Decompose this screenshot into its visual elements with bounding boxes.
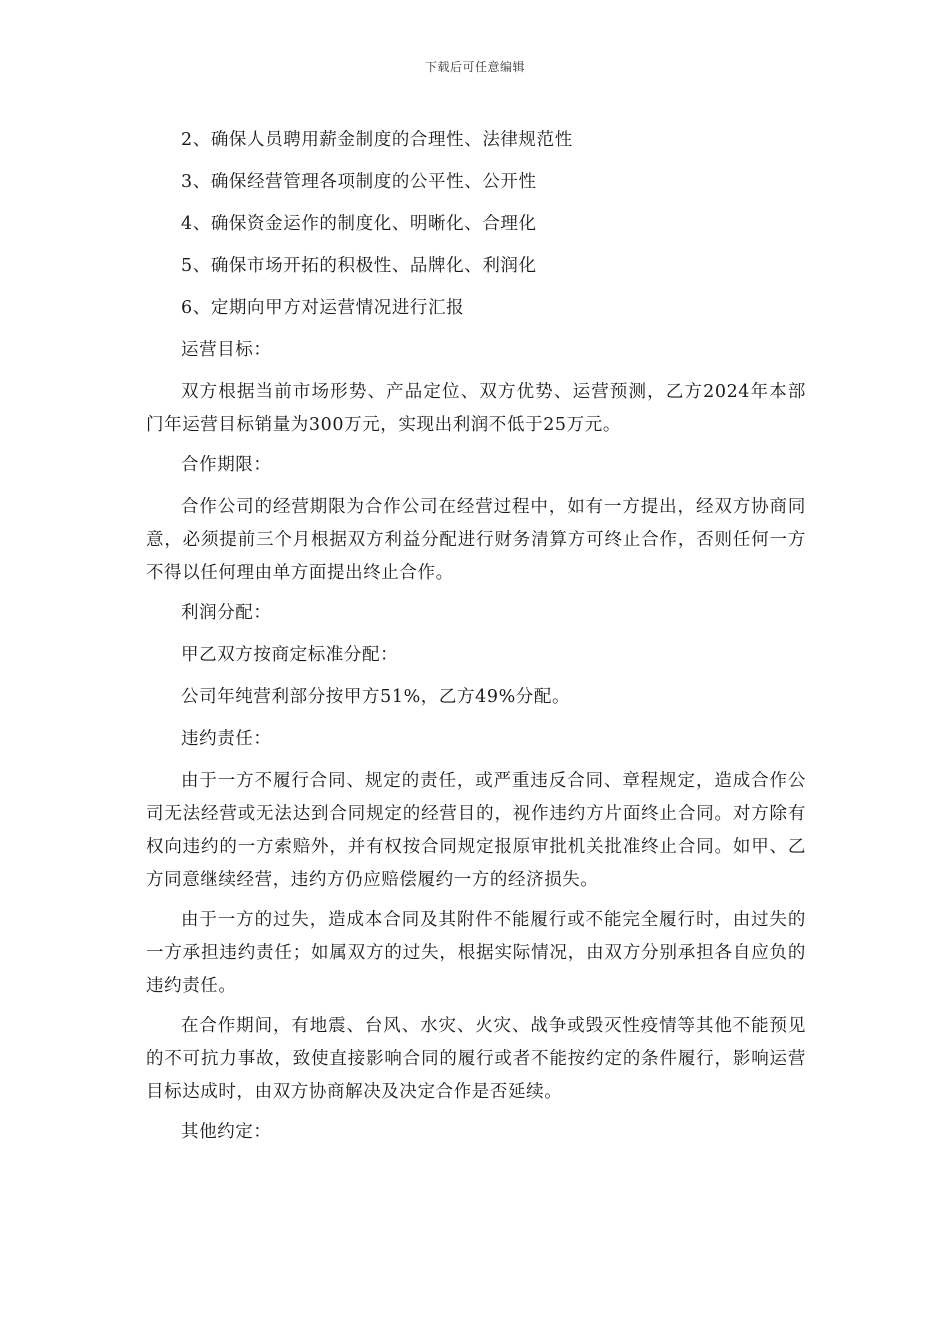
list-item: 5、确保市场开拓的积极性、品牌化、利润化 (181, 256, 537, 276)
breach-paragraph-3: 在合作期间，有地震、台风、水灾、火灾、战争或毁灭性疫情等其他不能预见的不可抗力事故，致使直接影响合同的履行或者不能按约定的条件履行，影响运营目标达成时，由双方协商解决及决定合作是否延续。 (146, 1016, 806, 1102)
list-item: 2、确保人员聘用薪金制度的合理性、法律规范性 (181, 130, 573, 150)
section-heading-term: 合作期限： (181, 455, 272, 475)
profit-paragraph-ratio: 公司年纯营利部分按甲方51%，乙方49%分配。 (181, 687, 571, 707)
page-header-note: 下载后可任意编辑 (424, 60, 525, 74)
list-item: 3、确保经营管理各项制度的公平性、公开性 (181, 172, 537, 192)
breach-paragraph-2: 由于一方的过失，造成本合同及其附件不能履行或不能完全履行时，由过失的一方承担违约责任；如属双方的过失，根据实际情况，由双方分别承担各自应负的违约责任。 (146, 910, 806, 996)
section-heading-profit: 利润分配： (181, 603, 272, 623)
breach-paragraph-1: 由于一方不履行合同、规定的责任，或严重违反合同、章程规定，造成合作公司无法经营或无法达到合同规定的经营目的，视作违约方片面终止合同。对方除有权向违约的一方索赔外，并有权按合同规定报原审批机关批准终止合同。如甲、乙方同意继续经营，违约方仍应赔偿履约一方的经济损失。 (146, 771, 806, 890)
list-item: 4、确保资金运作的制度化、明晰化、合理化 (181, 214, 537, 234)
goal-paragraph: 双方根据当前市场形势、产品定位、双方优势、运营预测，乙方2024年本部门年运营目标销量为300万元，实现出利润不低于25万元。 (146, 382, 806, 435)
list-item: 6、定期向甲方对运营情况进行汇报 (181, 298, 465, 318)
section-heading-breach: 违约责任： (181, 729, 272, 749)
document-body (146, 124, 806, 1158)
term-paragraph: 合作公司的经营期限为合作公司在经营过程中，如有一方提出，经双方协商同意，必须提前三个月根据双方利益分配进行财务清算方可终止合作，否则任何一方不得以任何理由单方面提出终止合作。 (146, 497, 806, 583)
section-heading-other: 其他约定： (181, 1122, 272, 1142)
section-heading-goal: 运营目标： (181, 340, 272, 360)
profit-paragraph-standard: 甲乙双方按商定标准分配： (181, 645, 399, 665)
